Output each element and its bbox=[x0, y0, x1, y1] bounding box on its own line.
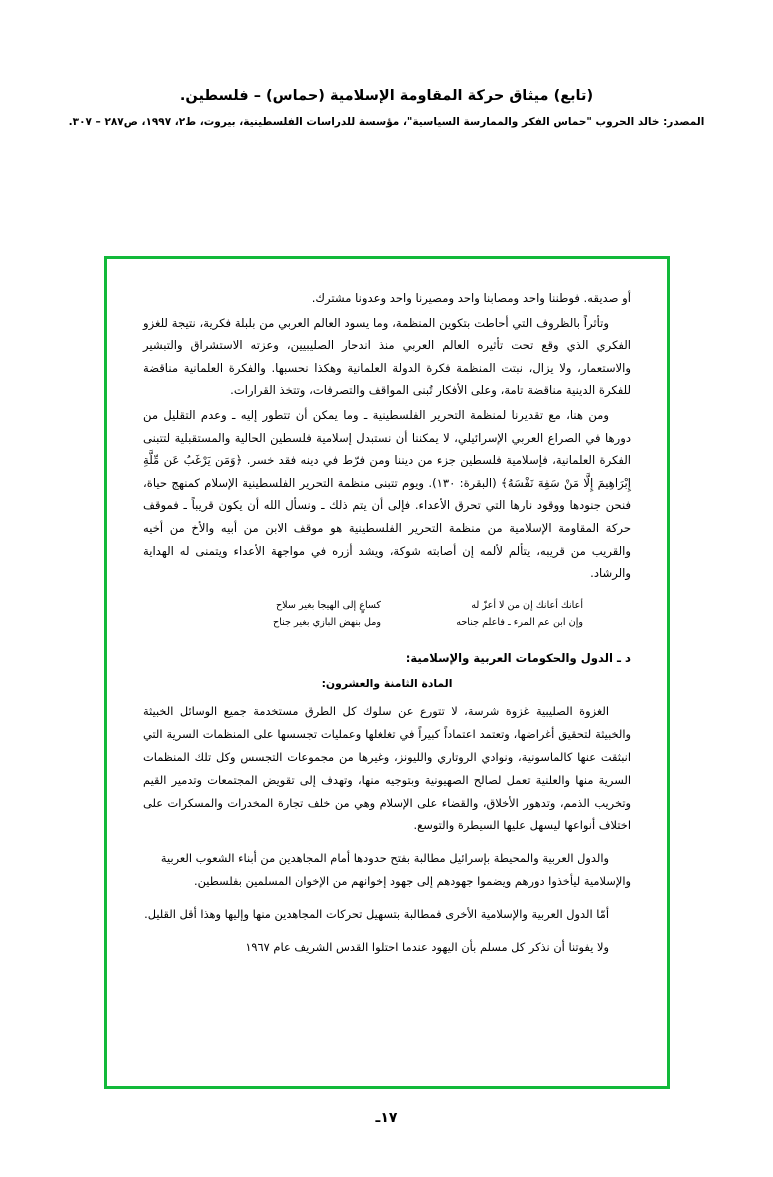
article-paragraph-4: ولا يفوتنا أن نذكر كل مسلم بأن اليهود عندما احتلوا القدس الشريف عام ١٩٦٧ bbox=[245, 939, 609, 954]
article-paragraph-2: والدول العربية والمحيطة بإسرائيل مطالبة بفتح حدودها أمام المجاهدين من أبناء الشعوب العربية والإسلامية ليأخذوا دورهم ويضموا جهودهم إلى جهود إخوانهم من الإخوان المسلمين بفلسطين. bbox=[160, 851, 631, 888]
article-paragraph-1: الغزوة الصليبية غزوة شرسة، لا تتورع عن سلوك كل الطرق مستخدمة جميع الوسائل الخبيثة والخبيثة لتحقيق أغراضها، وتعتمد اعتماداً كبيراً في تغلغلها وعمليات تجسسها على المنظمات السرية التي انبثقت عنها كالماسونية، ونوادي الروتاري والليونز، وغيرها من مجموعات التجسس وكل تلك المنظمات السرية منها والعلنية تعمل لصالح الصهيونية وبتوجيه منها، وتهدف إلى تقويض المجتمعات وتدمير القيم وتخريب الذمم، وتدهور الأخلاق، والقضاء على الإسلام وهي من خلف تجارة المخدرات والمسكرات على اختلاف أنواعها ليسهل عليها السيطرة والتوسع. bbox=[143, 704, 631, 833]
article-paragraph-3: أمّا الدول العربية والإسلامية الأخرى فمطالبة بتسهيل تحركات المجاهدين منها وإليها وهذا أقل القليل. bbox=[144, 906, 609, 921]
source-line: المصدر: خالد الحروب "حماس الفكر والممارسة السياسية"، مؤسسة للدراسات الفلسطينية، بيروت، ط٢، ١٩٩٧، ص٢٨٧ – ٣٠٧. bbox=[68, 116, 705, 129]
poem-hemistich-right: وإن ابن عم المرء ـ فاعلم جناحه bbox=[456, 616, 583, 628]
poem-row bbox=[143, 614, 631, 631]
poem-hemistich-left: ومل بنهض البازي بغير جناح bbox=[273, 616, 381, 628]
article-heading: المادة الثامنة والعشرون: bbox=[321, 677, 453, 691]
paragraph-3: ومن هنا، مع تقديرنا لمنظمة التحرير الفلسطينية ـ وما يمكن أن تتطور إليه ـ وعدم التقليل من دورها في الصراع العربي الإسرائيلي، لا يمكننا أن نستبدل إسلامية فلسطين الحالية والمستقبلية لتتبنى الفكرة العلمانية، فإسلامية فلسطين جزء من ديننا ومن فرّط في دينه فقد خسر. ﴿وَمَن يَرْغَبُ عَن مِّلَّةِ إِبْرَاهِيمَ إِلَّا مَنْ سَفِهَ نَفْسَهُ﴾ (البقرة: ١٣٠). ويوم تتبنى منظمة التحرير الفلسطينية الإسلام كمنهج حياة، فنحن جنودها ووقود نارها التي تحرق الأعداء. فإلى أن يتم ذلك ـ ونسأل الله أن يكون قريباً ـ فموقف حركة المقاومة الإسلامية من منظمة التحرير الفلسطينية هو موقف الابن من أبيه والأخ من أخيه والقريب من قريبه، يتألم لألمه إن أصابته شوكة، ويشد أزره في مواجهة الأعداء ويتمنى له الهداية والرشاد. bbox=[143, 407, 631, 581]
poem-block bbox=[143, 597, 631, 632]
content-frame bbox=[104, 256, 670, 1089]
page-number: ١٧ـ bbox=[375, 1110, 398, 1126]
document-page bbox=[0, 88, 773, 1177]
page-header bbox=[0, 88, 773, 130]
poem-hemistich-right: أعانك أعانك إن من لا أعزّ له bbox=[471, 599, 583, 611]
section-heading: د ـ الدول والحكومات العربية والإسلامية: bbox=[405, 651, 631, 666]
poem-hemistich-left: كساعٍ إلى الهيجا بغير سلاح bbox=[275, 599, 381, 611]
content-body bbox=[107, 259, 667, 988]
paragraph-1: أو صديقه. فوطننا واحد ومصابنا واحد ومصيرنا واحد وعدونا مشترك. bbox=[311, 291, 631, 305]
paragraph-2: وتأثراً بالظروف التي أحاطت بتكوين المنظمة، وما يسود العالم العربي من بلبلة فكرية، نتيجة للغزو الفكري الذي وقع تحت تأثيره العالم العربي منذ اندحار الصليبيين، وعزته الاستشراق والتبشير والاستعمار، ولا يزال، نبتت المنظمة فكرة الدولة العلمانية وهكذا نحسبها. والفكرة العلمانية مناقضة للفكرة الدينية مناقضة تامة، وعلى الأفكار تُبنى المواقف والتصرفات، وتتخذ القرارات. bbox=[143, 315, 631, 398]
page-title: (تابع) ميثاق حركة المقاومة الإسلامية (حماس) – فلسطين. bbox=[179, 88, 594, 104]
poem-row bbox=[143, 597, 631, 614]
